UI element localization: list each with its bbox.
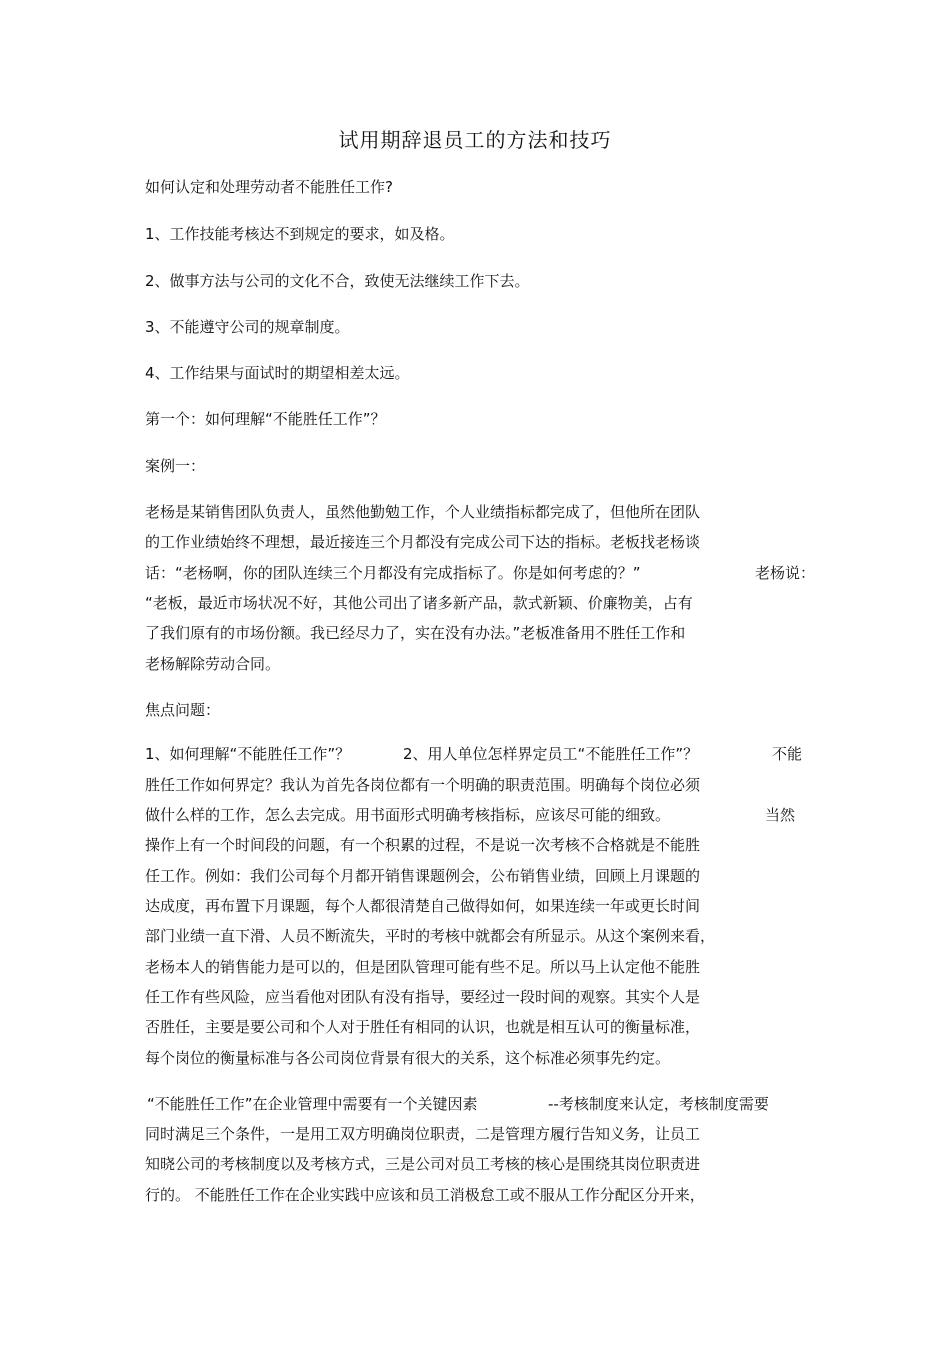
focus-label: 焦点问题： — [145, 701, 221, 719]
factor-paragraph-line: 行的。 不能胜任工作在企业实践中应该和员工消极怠工或不服从工作分配区分开来， — [145, 1186, 705, 1204]
case-paragraph-line: “老板，最近市场状况不好，其他公司出了诸多新产品，款式新颖、价廉物美，占有 — [145, 594, 693, 612]
focus-paragraph-line: 做什么样的工作，怎么去完成。用书面形式明确考核指标，应该尽可能的细致。 — [145, 806, 671, 824]
factor-paragraph-line: 同时满足三个条件，一是用工双方明确岗位职责，二是管理方履行告知义务，让员工 — [145, 1125, 701, 1143]
case-paragraph-line: 话：“老杨啊，你的团队连续三个月都没有完成指标了。你是如何考虑的？” — [145, 564, 641, 582]
question-heading: 如何认定和处理劳动者不能胜任工作? — [145, 178, 393, 196]
factor-paragraph-line: “不能胜任工作”在企业管理中需要有一个关键因素 — [147, 1095, 478, 1113]
focus-paragraph-tail: 不能 — [772, 745, 803, 763]
case-label: 案例一： — [145, 457, 206, 475]
criterion-item: 3、不能遵守公司的规章制度。 — [145, 318, 350, 336]
focus-paragraph-line: 胜任工作如何界定？我认为首先各岗位都有一个明确的职责范围。明确每个岗位必须 — [145, 776, 701, 794]
criterion-item: 4、工作结果与面试时的期望相差太远。 — [145, 364, 410, 382]
focus-paragraph-line: 任工作有些风险，应当看他对团队有没有指导，要经过一段时间的观察。其实个人是 — [145, 988, 701, 1006]
focus-paragraph-line: 任工作。例如：我们公司每个月都开销售课题例会，公布销售业绩，回顾上月课题的 — [145, 867, 701, 885]
focus-question: 2、用人单位怎样界定员工“不能胜任工作”？ — [403, 745, 699, 763]
focus-paragraph-line: 达成度，再布置下月课题，每个人都很清楚自己做得如何，如果连续一年或更长时间 — [145, 897, 701, 915]
section-heading: 第一个：如何理解“不能胜任工作”？ — [145, 410, 386, 428]
focus-paragraph-line: 老杨本人的销售能力是可以的，但是团队管理可能有些不足。所以马上认定他不能胜 — [145, 958, 701, 976]
case-paragraph-tail: 老杨说： — [755, 564, 816, 582]
focus-paragraph-tail: 当然 — [765, 806, 796, 824]
document-title: 试用期辞退员工的方法和技巧 — [338, 128, 612, 152]
case-paragraph-line: 了我们原有的市场份额。我已经尽力了，实在没有办法。”老板准备用不胜任工作和 — [145, 624, 686, 642]
focus-paragraph-line: 部门业绩一直下滑、人员不断流失，平时的考核中就都会有所显示。从这个案例来看， — [145, 927, 716, 945]
criterion-item: 1、工作技能考核达不到规定的要求，如及格。 — [145, 225, 455, 243]
case-paragraph-line: 老杨解除劳动合同。 — [145, 655, 281, 673]
factor-paragraph-line: --考核制度来认定，考核制度需要 — [548, 1095, 769, 1113]
criterion-item: 2、做事方法与公司的文化不合，致使无法继续工作下去。 — [145, 272, 530, 290]
factor-paragraph-line: 知晓公司的考核制度以及考核方式，三是公司对员工考核的核心是围绕其岗位职责进 — [145, 1155, 701, 1173]
case-paragraph-line: 老杨是某销售团队负责人，虽然他勤勉工作，个人业绩指标都完成了，但他所在团队 — [145, 503, 701, 521]
focus-paragraph-line: 每个岗位的衡量标准与各公司岗位背景有很大的关系，这个标准必须事先约定。 — [145, 1049, 671, 1067]
case-paragraph-line: 的工作业绩始终不理想，最近接连三个月都没有完成公司下达的指标。老板找老杨谈 — [145, 533, 701, 551]
focus-paragraph-line: 否胜任，主要是要公司和个人对于胜任有相同的认识，也就是相互认可的衡量标准， — [145, 1018, 701, 1036]
focus-question: 1、如何理解“不能胜任工作”？ — [145, 745, 351, 763]
focus-paragraph-line: 操作上有一个时间段的问题，有一个积累的过程，不是说一次考核不合格就是不能胜 — [145, 836, 701, 854]
